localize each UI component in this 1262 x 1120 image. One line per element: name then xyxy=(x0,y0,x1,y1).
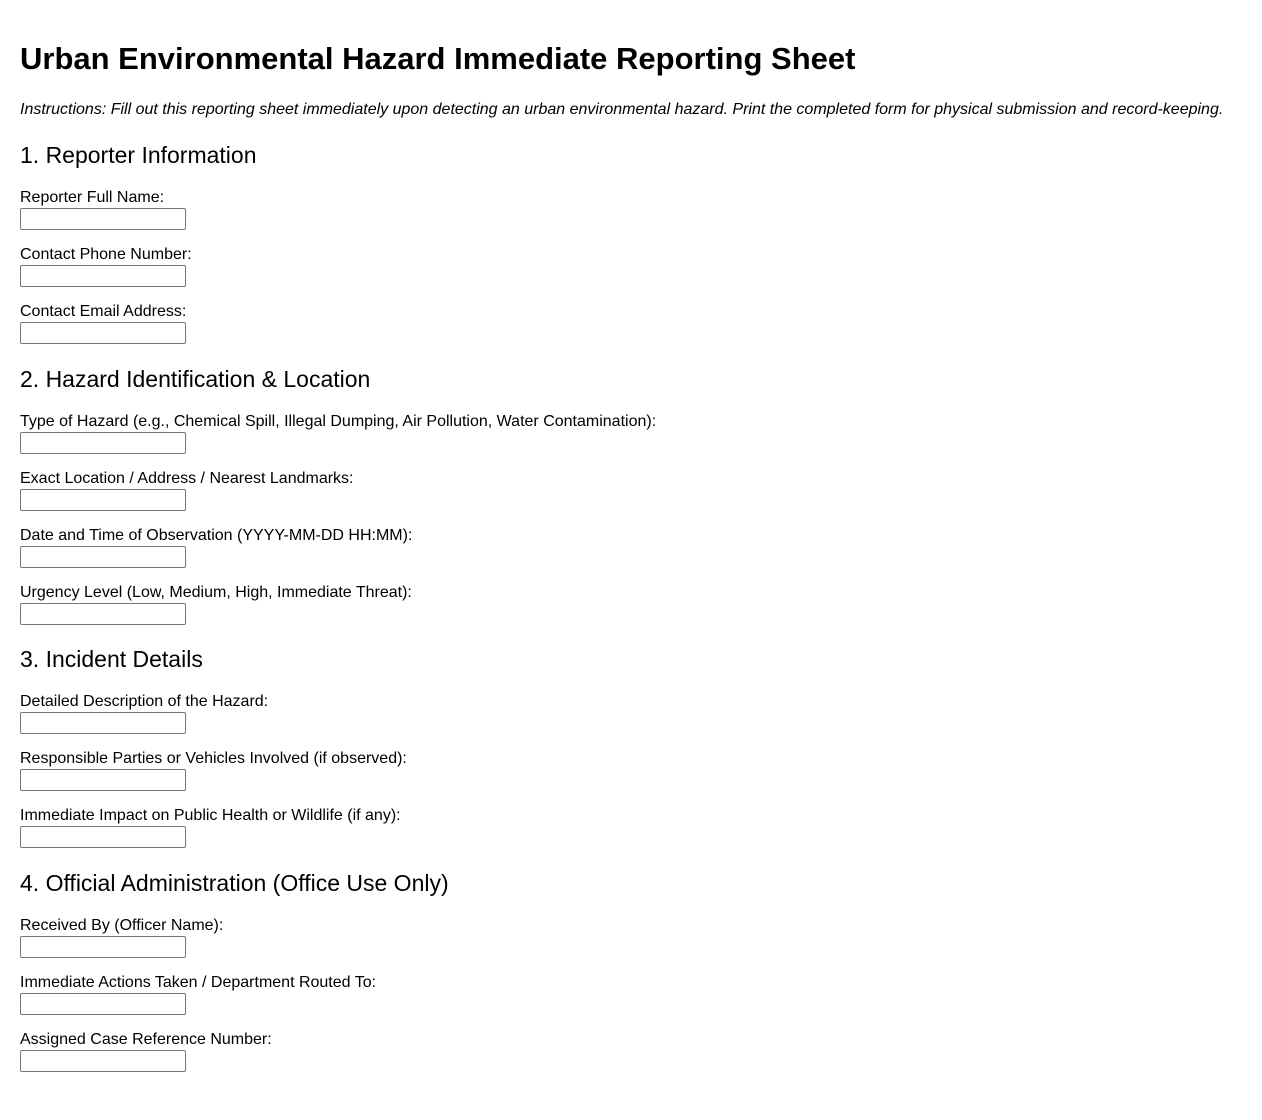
case-reference-number-input[interactable] xyxy=(20,1050,186,1072)
field-label: Exact Location / Address / Nearest Landmarks: xyxy=(20,470,354,487)
observation-datetime-input[interactable] xyxy=(20,546,186,568)
field-hazard-description xyxy=(20,692,920,734)
field-label: Responsible Parties or Vehicles Involved (if observed): xyxy=(20,750,407,767)
field-hazard-type xyxy=(20,412,920,454)
field-label: Assigned Case Reference Number: xyxy=(20,1031,272,1048)
field-label: Reporter Full Name: xyxy=(20,189,165,206)
field-label: Type of Hazard (e.g., Chemical Spill, Illegal Dumping, Air Pollution, Water Contamination): xyxy=(20,413,657,430)
field-label: Contact Email Address: xyxy=(20,303,187,320)
field-label: Received By (Officer Name): xyxy=(20,917,224,934)
field-label: Date and Time of Observation (YYYY-MM-DD HH:MM): xyxy=(20,527,413,544)
urgency-level-input[interactable] xyxy=(20,603,186,625)
instructions-text: Instructions: Fill out this reporting sheet immediately upon detecting an urban environmental hazard. Print the completed form for physical submission and record-keeping. xyxy=(20,101,1224,118)
field-reporter-full-name xyxy=(20,188,920,230)
field-label: Immediate Impact on Public Health or Wildlife (if any): xyxy=(20,807,401,824)
field-urgency-level xyxy=(20,583,920,625)
page-title: Urban Environmental Hazard Immediate Reporting Sheet xyxy=(20,41,856,76)
field-case-reference-number xyxy=(20,1030,920,1072)
actions-taken-input[interactable] xyxy=(20,993,186,1015)
hazard-description-input[interactable] xyxy=(20,712,186,734)
immediate-impact-input[interactable] xyxy=(20,826,186,848)
contact-email-input[interactable] xyxy=(20,322,186,344)
section-heading-reporter-information: 1. Reporter Information xyxy=(20,142,257,168)
field-label: Detailed Description of the Hazard: xyxy=(20,693,269,710)
section-heading-incident-details: 3. Incident Details xyxy=(20,646,203,672)
field-responsible-parties xyxy=(20,749,920,791)
field-actions-taken xyxy=(20,973,920,1015)
field-label: Urgency Level (Low, Medium, High, Immediate Threat): xyxy=(20,584,412,601)
section-heading-official-administration: 4. Official Administration (Office Use Only) xyxy=(20,870,449,896)
field-contact-phone xyxy=(20,245,920,287)
field-exact-location xyxy=(20,469,920,511)
responsible-parties-input[interactable] xyxy=(20,769,186,791)
field-received-by xyxy=(20,916,920,958)
received-by-input[interactable] xyxy=(20,936,186,958)
field-label: Contact Phone Number: xyxy=(20,246,192,263)
section-heading-hazard-identification: 2. Hazard Identification & Location xyxy=(20,366,371,392)
field-contact-email xyxy=(20,302,920,344)
reporter-full-name-input[interactable] xyxy=(20,208,186,230)
field-immediate-impact xyxy=(20,806,920,848)
hazard-type-input[interactable] xyxy=(20,432,186,454)
exact-location-input[interactable] xyxy=(20,489,186,511)
field-label: Immediate Actions Taken / Department Routed To: xyxy=(20,974,377,991)
contact-phone-input[interactable] xyxy=(20,265,186,287)
field-observation-datetime xyxy=(20,526,920,568)
